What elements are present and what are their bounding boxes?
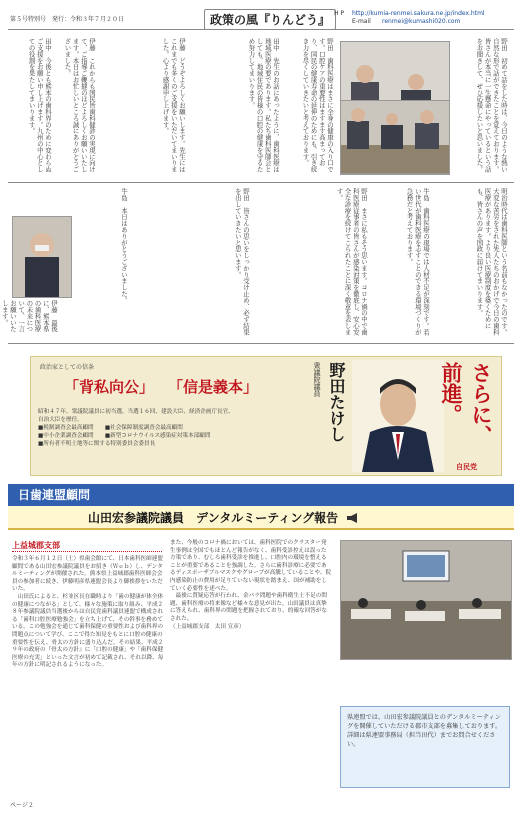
interview-col-c: 伊藤 これからも国民皆歯科健診の実現に向けて、ご指導ご鞭撻のほどよろしくお願いいたします。本日はお忙しいところ誠にありがとうございました。 [63,38,96,173]
interview-col-h: 明治時代は歯科医師という名前もなかったのです。大変な苦労をされた先人たちのおかげで今日の歯科医療があります。より良い医療制度を築くためにも、皆さんの声を国政に届けてまいります。 [475,188,508,336]
candidate-portrait [352,360,444,472]
hp-link[interactable]: http://kumia-renmei.sakura.ne.jp/index.html [352,10,485,17]
interview-col-k: 野田 皆さんの思いをしっかり受け止め、必ず結果を出していきたいと思います。 [233,188,250,336]
issue-info: 第５号特別号 発行：令和３年７月２０日 [10,16,125,23]
seminar-photo [340,540,512,660]
report-title: 山田宏参議院議員 デンタルミーティング報告 [88,511,339,525]
candidate-role: 衆議院議員 [313,362,321,397]
candidate-name: 野田たけし [327,362,346,442]
interview-col-j: 野田 まさに私もそう思います。コロナ禍の中で歯科医療従事者の皆さんが感染対策を徹底し、安心安全な診療を続けてこられたことに深く敬意を表します。 [335,188,368,336]
career-line: 自治大臣を歴任。 [38,417,83,423]
slogan-2: 「信是義本」 [168,378,259,396]
interview-col-a: 野田 初めて話をした時は、今日のような熱い自然な形で話ができたことを覚えております。皆さんが本当に一生懸命にやっているという話をお聞きして、ぜひ応援したいと思いました。 [475,38,508,173]
career-line: ■税制調査会最高顧問 ■社会保障制度調査会最高顧問 [38,425,183,431]
newsletter-title: 政策の風『りんどう』 [204,9,336,30]
banner-tag: 政治家としての信条 [40,364,95,371]
interview-col-b: 野田 歯科医療はまさに全身の健康の入り口です。口腔ケアの重要性はますます高まっており、国民の健康寿命の延伸のためにも、引き続き力を尽くしていきたいと考えております。 [301,38,334,173]
band-rule-1 [8,182,514,183]
career-list [38,408,300,448]
branch-label: 上益城郡支部 [12,540,162,552]
page-number: ページ２ [10,802,34,809]
megaphone-icon [346,507,360,531]
email-label: E-mail [352,18,371,25]
notice-text: 県連盟では、山田宏参議院議員とのデンタルミーティングを開催していただける郡市支部を募集しております。 詳細は県連盟事務局（担当田代）までお問合せください。 [347,714,502,748]
interview-col-l: 牛島 本日はありがとうございました。 [120,188,128,304]
party-label: 自民党 [456,463,477,471]
email-link[interactable]: renmei@kumashi020.com [382,18,461,25]
report-body-mid: また、今般のコロナ禍においては、歯科医院でのクラスター発生事例は全国でもほとんど報告がなく、歯科受診控えは誤った方策であり、むしろ歯科受診を推進し、口腔内の環境を整えることが重要であることを強調した。さらに歯科診療に必要であるディスポーザブルマスクやグローブが高騰していることや、院内感染防止の費用が足りていない現状を踏まえ、国が補助をしていく必要性を述べた。 最後に質疑応答が行われ、金パラ問題や歯科衛生士不足の問題、歯科医療の将来像など様々な意見が出た。山田議員は真摯に答えられ、歯科界の問題を把握されており、的確な回答がなされた。 （上益城郡支部 太田 宣彦） [170,540,332,630]
career-line: ■中小企業調査会顧問 ■新型コロナウイルス感染症対策本部顧問 [38,433,211,439]
slogan-1: 「背私向公」 [64,378,155,396]
header-rule [8,29,514,30]
band-rule-2 [8,343,514,344]
section-bar [8,484,514,506]
interview-col-f: 伊藤 最後に、熊本県の歯科医療の未来について、一言お願いいたします。 [0,300,58,332]
portrait-photo [12,216,72,298]
interview-col-i: 牛島 歯科医療の現場では人材不足が深刻です。若い世代が歯科医療を志すことのできる環境づくりが急務だと考えております。 [405,188,430,336]
meeting-photo-2 [340,100,450,174]
notice-box [340,706,510,788]
report-title-bar [8,506,514,530]
career-line: 昭和４７年、衆議院議員に初当選、当選１６回、建設大臣、経済企画庁長官、 [38,409,234,415]
catch-copy: さらに、前進。 [439,362,494,446]
career-line: ■所有者不明土地等に関する特別委員会委員長 [38,441,156,447]
interview-col-e: 伊藤 どうぞよろしくお願いします。先生にはこれまでも多くのご支援をいただいてまいりました。心より感謝申し上げます。 [161,38,186,173]
section-label: 日歯連盟顧問 [18,488,91,502]
report-body-left: 令和３年６月１２日（土）県歯会館にて、日本歯科医師連盟顧問である山田宏参議院議員をお招き（Ｗｅｂ）し、デンタルミーティングが開催された。熊本県上益城郡歯科医師会会員の参加者に続き、伊藤明彦県連盟会長より御挨拶をいただいた。 山田氏によると、杉並区長在職時より「歯の健康が体全体の健康につながる」として、様々な施策に取り組み、平成２８年参議院議員当選後からは自民党歯科議員連盟で構成される「歯科口腔医療勉強会」を立ち上げて、その幹事を務めている。この勉強会を通じて歯科保健の重要性および歯科界の問題点について学び、ここで得た知見をもとに口腔の健康の重要性を伝え、骨太の方針に盛り込んだ。その結果、平成２９年の政府の『骨太の方針』に「口腔の健康」や「歯科保健医療の充実」といった文言が初めて記載され、それ以降、毎年の方針に明記されるようになった。 [12,556,164,669]
interview-col-g: 田中 今後とも熊本の歯科界のために変わらぬご支援をお願い申し上げます。九州の中心としての役割を果たしてまいります。 [27,38,52,173]
hp-label: H P [334,10,345,17]
interview-col-d: 田中 先生のお話にあったように、歯科医療は地域医療の要であります。私たち歯科医師会としても、地域住民の皆様の口腔の健康を守るため努力してまいります。 [247,38,280,173]
